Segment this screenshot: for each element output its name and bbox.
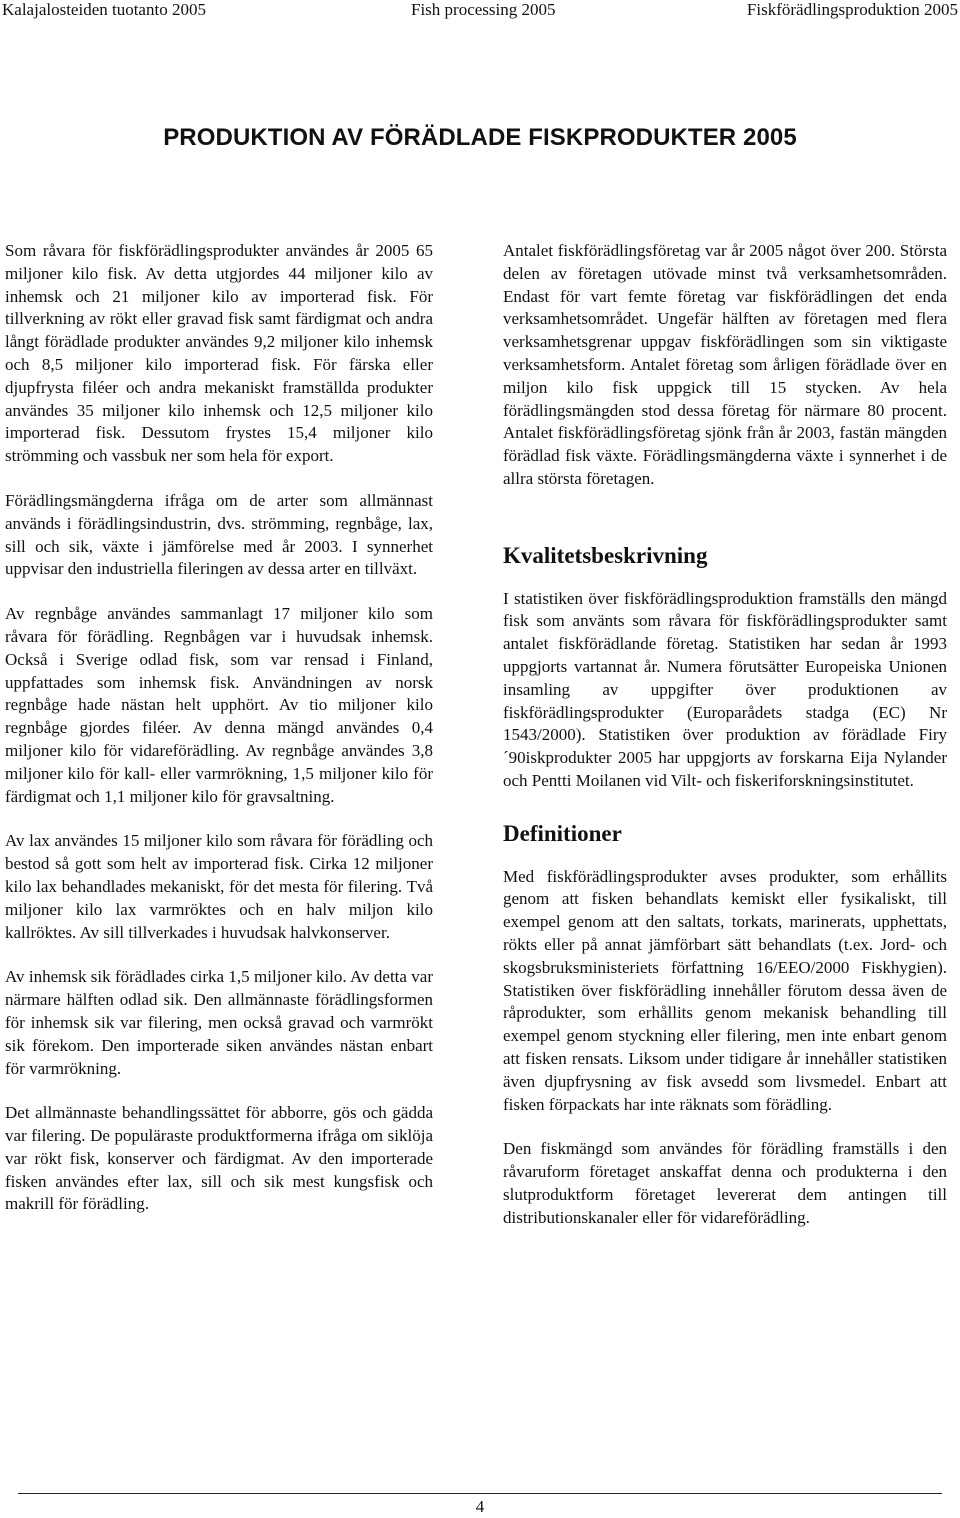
page-number: 4 xyxy=(475,1497,485,1516)
paragraph-rainbow-trout: Av regnbåge användes sammanlagt 17 miljoner kilo som råvara för förädling. Regnbågen var i huvudsak inhemsk. Också i Sverige odlad fisk, som var rensad i Finland, uppfattades som inhemsk fisk. Användningen av norsk regnbåge hade nästan helt upphört. Av tio miljoner kilo regnbåge gjordes filéer. Av denna mängd användes 0,4 miljoner kilo för vidareförädling. Av regnbåge användes 3,8 miljoner kilo för kall- eller varmrökning, 1,5 miljoner kilo för färdigmat och 1,1 miljoner kilo för gravsaltning. xyxy=(5,604,433,806)
paragraph-species-growth: Förädlingsmängderna ifråga om de arter som allmännast används i förädlingsindustrin, dvs. strömming, regnbåge, lax, sill och sik, växte i jämförelse med år 2003. I synnerhet uppvisar den industriella fileringen av dessa arter en tillväxt. xyxy=(5,490,433,579)
paragraph-quality-description: I statistiken över fiskförädlingsproduktion framställs den mängd fisk som använts som råvara för fiskförädlingsprodukter samt antalet fiskförädlande företag. Statistiken har sedan år 1993 uppgjorts vartannat år. Numera förutsätter Europeiska Unionen insamling av uppgifter över produktionen av fiskförädlingsprodukter (Europarådets stadga (EC) Nr 1543/2000). Statistiken över produktion av förädlade Firy´90iskprodukter 2005 har uppgjorts av forskarna Eija Nylander och Pentti Moilanen vid Vilt- och fiskeriforskningsinstitutet. xyxy=(503,588,947,790)
paragraph-raw-material: Som råvara för fiskförädlingsprodukter användes år 2005 65 miljoner kilo fisk. Av detta utgjordes 44 miljoner kilo av inhemsk och 21 miljoner kilo av importerad fisk. För tillverkning av rökt eller gravad fisk samt färdigmat och andra långt förädlade produkter användes 9,2 miljoner kilo inhemsk och 8,5 miljoner kilo importerad fisk. För färska eller djupfrysta filéer och andra mekaniskt framställda produkter användes 35 miljoner kilo inhemsk och 12,5 miljoner kilo importerad fisk. Dessutom frystes 15,4 miljoner kilo strömming och vassbuk ner som hela för export. xyxy=(5,241,433,466)
right-column xyxy=(503,240,947,1229)
header-finnish-title: Kalajalosteiden tuotanto 2005 xyxy=(2,0,206,19)
paragraph-raw-material-form: Den fiskmängd som användes för förädling framställs i den råvaruform företaget anskaffat denna och produkterna i den slutproduktform företaget levererat dem antingen till distributionskanaler eller för vidareförädling. xyxy=(503,1139,947,1227)
page-title: PRODUKTION AV FÖRÄDLADE FISKPRODUKTER 2005 xyxy=(163,124,797,151)
footer-divider xyxy=(18,1493,942,1494)
header-english-title: Fish processing 2005 xyxy=(411,0,556,19)
quality-description-heading: Kvalitetsbeskrivning xyxy=(503,542,708,568)
paragraph-other-species: Det allmännaste behandlingssättet för abborre, gös och gädda var filering. De populäraste produktformerna ifråga om siklöja var rökt fisk, konserver och färdigmat. Av den importerade fisken användes efter lax, sill och sik mest kungsfisk och makrill för förädling. xyxy=(5,1103,433,1214)
paragraph-definitions: Med fiskförädlingsprodukter avses produkter, som erhållits genom att fisken behandlats kemiskt eller fysikaliskt, till exempel genom att den saltats, torkats, marinerats, upphettats, rökts eller på annat jämförbart sätt behandlats (t.ex. Jord- och skogsbruksministeriets författning 16/EEO/2000 Fiskhygien). Statistiken över fiskförädling innehåller förutom dessa även de råprodukter, som erhållits genom mekanisk behandling till exempel genom styckning eller filering, men inte enbart genom att fisken rensats. Liksom under tidigare år innehåller statistiken även djupfrysning av fisk avsedd som livsmedel. Enbart att fisken förpackats har inte räknats som förädling. xyxy=(503,866,947,1114)
paragraph-whitefish: Av inhemsk sik förädlades cirka 1,5 miljoner kilo. Av detta var närmare hälften odlad sik. Den allmännaste förädlingsformen för inhemsk sik var filering, men också gravad och varmrökt sik förekom. Den importerade siken användes nästan enbart för varmrökning. xyxy=(5,967,433,1078)
running-header xyxy=(0,0,960,24)
definitions-heading: Definitioner xyxy=(503,820,622,846)
left-column xyxy=(5,240,433,1216)
paragraph-companies: Antalet fiskförädlingsföretag var år 2005 något över 200. Största delen av företagen utövade minst två verksamhetsområden. Endast för vart femte företag var fiskförädlingen det enda verksamhetsområdet. Ungefär hälften av företagen med flera verksamhetsgrenar uppgav fiskförädlingen som sin viktigaste verksamhetsform. Antalet företag som årligen förädlade över en miljon kilo fisk uppgick till 15 stycken. Av hela förädlingsmängden stod dessa företag för närmare 80 procent. Antalet fiskförädlingsföretag sjönk från år 2003, fastän mängden förädlad fisk växte. Förädlingsmängderna växte i synnerhet i de allra största företagen. xyxy=(503,241,947,488)
header-swedish-title: Fiskförädlingsproduktion 2005 xyxy=(746,0,958,19)
paragraph-salmon: Av lax användes 15 miljoner kilo som råvara för förädling och bestod så gott som helt av importerad fisk. Cirka 12 miljoner kilo lax behandlades mekaniskt, för det mesta för filering. Två miljoner kilo lax varmröktes och en halv miljon kilo kallröktes. Av sill tillverkades i huvudsak halvkonserver. xyxy=(5,831,433,942)
